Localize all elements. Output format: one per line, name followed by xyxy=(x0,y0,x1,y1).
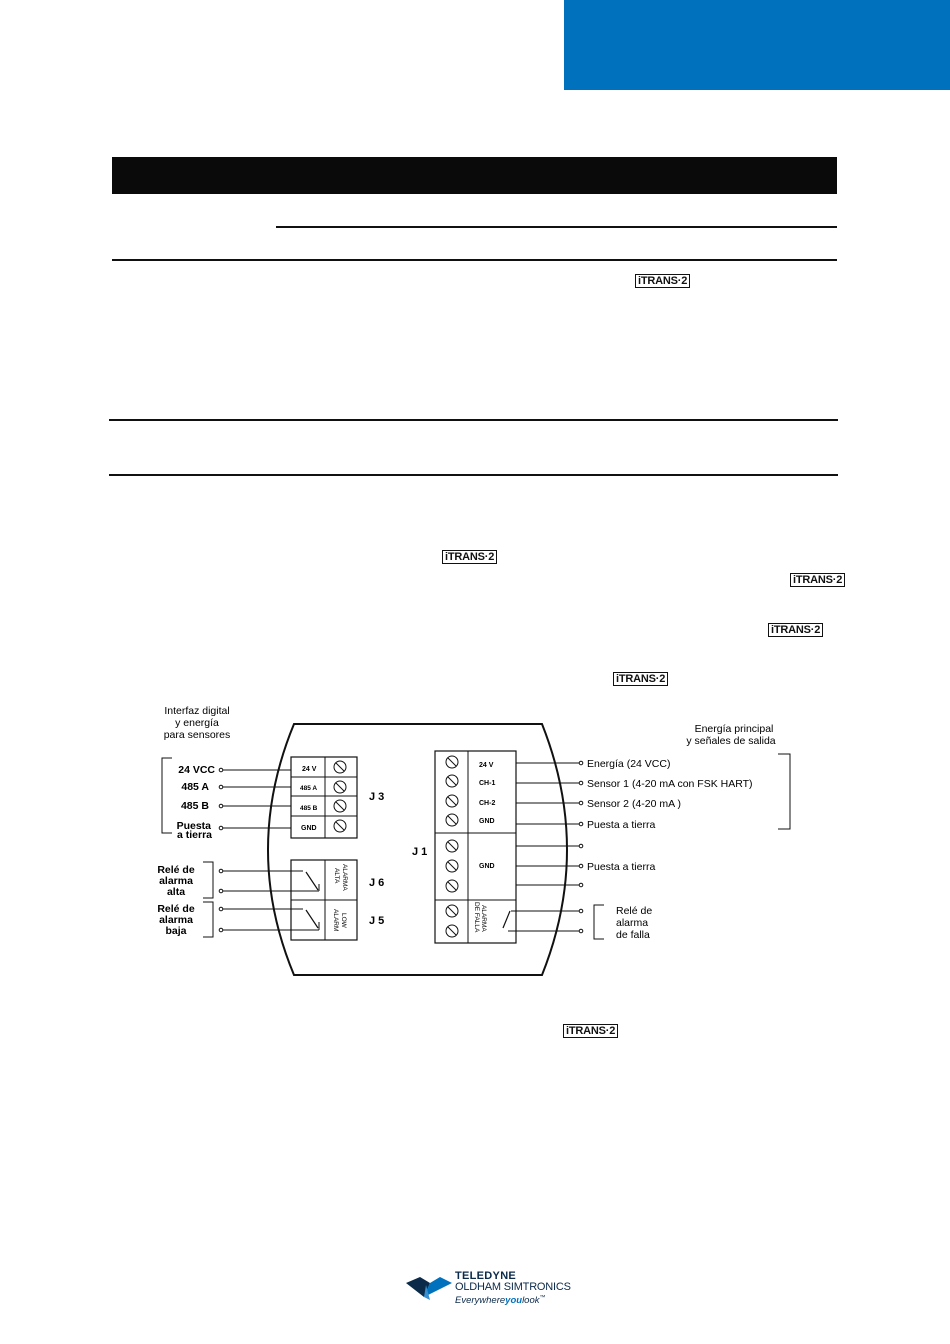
relay-low-bracket xyxy=(203,902,213,937)
itrans2-logo: iTRANS·2 xyxy=(563,1024,618,1038)
itrans2-logo: iTRANS·2 xyxy=(613,672,668,686)
table-rule xyxy=(109,474,838,476)
output-power: Energía (24 VCC) xyxy=(587,758,671,770)
relay-low-label: baja xyxy=(165,925,187,937)
output-ground: Puesta a tierra xyxy=(587,819,656,831)
output-sensor-2: Sensor 2 (4-20 mA ) xyxy=(587,798,681,810)
tagline-part: you xyxy=(505,1295,523,1307)
footer-brand xyxy=(455,1271,571,1306)
relay-low-label: alarma xyxy=(159,914,193,926)
main-power-label: y señales de salida xyxy=(686,735,776,747)
j6-name: J 6 xyxy=(369,877,385,889)
tagline-trademark: ™ xyxy=(539,1295,546,1301)
j1-connector xyxy=(435,751,516,943)
footer-company: TELEDYNE xyxy=(455,1270,517,1282)
right-bracket xyxy=(778,754,790,829)
digital-interface-label: Interfaz digital xyxy=(164,705,230,717)
itrans2-logo: iTRANS·2 xyxy=(790,573,845,587)
j3-connector xyxy=(291,757,357,838)
j5-label: LOW xyxy=(340,913,347,928)
table-rule xyxy=(276,226,837,228)
j1-pin-ch1: CH-1 xyxy=(479,780,496,787)
table-rule xyxy=(112,259,837,261)
digital-interface-label: y energía xyxy=(175,717,219,729)
j1-name: J 1 xyxy=(412,846,428,858)
left-bracket xyxy=(162,758,172,833)
fault-alarm-label: DE FALLA xyxy=(473,902,480,933)
relay-high-label: alta xyxy=(166,886,186,898)
j6-j5-relay-block xyxy=(291,860,357,940)
tagline-part: look xyxy=(522,1295,540,1307)
terminal-label-ground: Puesta xyxy=(176,820,211,832)
terminal-label-ground: a tierra xyxy=(176,829,212,841)
j3-name: J 3 xyxy=(369,791,385,803)
j3-pin-485a: 485 A xyxy=(300,785,318,792)
relay-high-bracket xyxy=(203,862,213,898)
terminal-label-485b: 485 B xyxy=(180,800,209,812)
teledyne-logo-icon xyxy=(404,1270,454,1310)
relay-high-label: alarma xyxy=(159,875,193,887)
j5-name: J 5 xyxy=(369,915,385,927)
j1-pin-gnd: GND xyxy=(479,818,495,825)
j3-pin-24v: 24 V xyxy=(302,766,317,773)
terminal-label-24vcc: 24 VCC xyxy=(178,764,215,776)
main-power-label: Energía principal xyxy=(694,723,774,735)
fault-relay-label: Relé de xyxy=(616,905,653,917)
j1-pin-ch2: CH-2 xyxy=(479,800,496,807)
j3-pin-gnd: GND xyxy=(301,825,317,832)
footer-tagline xyxy=(455,1293,571,1306)
itrans2-logo: iTRANS·2 xyxy=(442,550,497,564)
j3-pin-485b: 485 B xyxy=(300,805,318,812)
output-ground-2: Puesta a tierra xyxy=(587,861,656,873)
j3-wires xyxy=(219,768,291,830)
header-accent-block xyxy=(564,0,950,90)
table-rule xyxy=(109,419,838,421)
wiring-diagram xyxy=(140,700,820,990)
j6-label: ALARMA xyxy=(341,864,348,891)
j5-label: ALARM xyxy=(332,909,339,932)
j6-label: ALTA xyxy=(333,868,340,884)
footer-division: OLDHAM SIMTRONICS xyxy=(455,1281,571,1293)
j1-wires xyxy=(508,761,583,933)
relay-low-label: Relé de xyxy=(157,903,195,915)
fault-alarm-label: ALARMA xyxy=(480,905,487,932)
table-header-bar xyxy=(112,157,837,194)
fault-relay-label: alarma xyxy=(616,917,649,929)
relay-high-label: Relé de xyxy=(157,864,195,876)
itrans2-logo: iTRANS·2 xyxy=(768,623,823,637)
j1-pin-gnd: GND xyxy=(479,863,495,870)
fault-relay-label: de falla xyxy=(616,929,650,941)
tagline-part: Everywhere xyxy=(455,1295,506,1307)
j1-pin-24v: 24 V xyxy=(479,762,494,769)
itrans2-logo: iTRANS·2 xyxy=(635,274,690,288)
fault-relay-bracket xyxy=(594,905,604,939)
terminal-label-485a: 485 A xyxy=(181,781,209,793)
digital-interface-label: para sensores xyxy=(163,729,231,741)
output-sensor-1: Sensor 1 (4-20 mA con FSK HART) xyxy=(587,778,753,790)
